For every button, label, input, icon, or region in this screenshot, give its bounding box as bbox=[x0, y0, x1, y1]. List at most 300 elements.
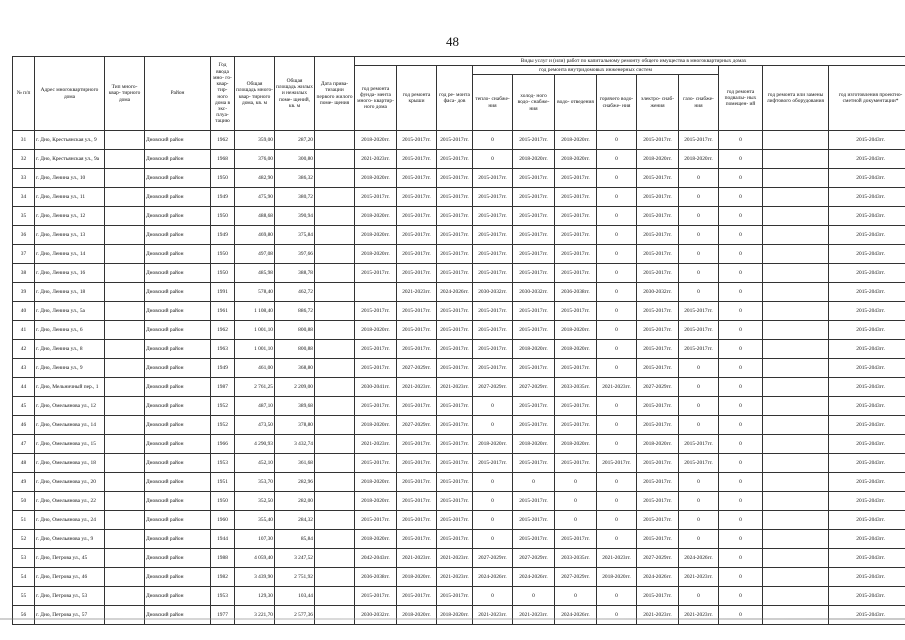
cell-elevator bbox=[763, 321, 829, 340]
cell-gas: 2015-2017гг. bbox=[679, 302, 719, 321]
cell-elevator bbox=[763, 530, 829, 549]
cell-cold-water: 2015-2017гг. bbox=[513, 416, 555, 435]
cell-district: Дновский район bbox=[145, 454, 211, 473]
cell-heat: 2015-2017гг. bbox=[473, 321, 513, 340]
cell-roof: 2015-2017гг. bbox=[397, 397, 437, 416]
cell-type bbox=[105, 530, 145, 549]
cell-gas: 0 bbox=[679, 245, 719, 264]
cell-year-built: 1949 bbox=[211, 226, 235, 245]
cell-type bbox=[105, 150, 145, 169]
col-electric: электро- снаб- жения bbox=[637, 75, 679, 131]
cell-num: 51 bbox=[13, 511, 35, 530]
cell-facade: 2015-2017гг. bbox=[437, 435, 473, 454]
cell-facade: 2015-2017гг. bbox=[437, 169, 473, 188]
cell-facade: 2015-2017гг. bbox=[437, 359, 473, 378]
cell-year-built: 1962 bbox=[211, 131, 235, 150]
cell-foundation: 2018-2020гг. bbox=[355, 321, 397, 340]
cell-electric: 2015-2017гг. bbox=[637, 207, 679, 226]
cell-electric: 2030-2032гг. bbox=[637, 283, 679, 302]
cell-elevator bbox=[763, 568, 829, 587]
cell-elevator bbox=[763, 226, 829, 245]
cell-basement: 0 bbox=[719, 207, 763, 226]
cell-facade: 2024-2026гг. bbox=[437, 283, 473, 302]
cell-privatization-date bbox=[315, 378, 355, 397]
cell-foundation: 2018-2020гг. bbox=[355, 245, 397, 264]
cell-total-area: 1 001,10 bbox=[235, 321, 275, 340]
cell-cold-water: 2015-2017гг. bbox=[513, 207, 555, 226]
table-row bbox=[13, 587, 905, 606]
cell-living-area: 2 577,36 bbox=[275, 606, 315, 625]
cell-total-area: 461,00 bbox=[235, 359, 275, 378]
cell-basement: 0 bbox=[719, 416, 763, 435]
cell-gas: 2015-2017гг. bbox=[679, 340, 719, 359]
cell-docs: 2015-2043гг. bbox=[829, 321, 905, 340]
cell-roof: 2015-2017гг. bbox=[397, 207, 437, 226]
cell-foundation: 2015-2017гг. bbox=[355, 359, 397, 378]
cell-year-built: 1963 bbox=[211, 340, 235, 359]
cell-heat: 2015-2017гг. bbox=[473, 340, 513, 359]
cell-num: 31 bbox=[13, 131, 35, 150]
table-row bbox=[13, 188, 905, 207]
cell-district: Дновский район bbox=[145, 397, 211, 416]
table-row bbox=[13, 378, 905, 397]
cell-foundation: 2018-2020гг. bbox=[355, 473, 397, 492]
cell-elevator bbox=[763, 302, 829, 321]
cell-hot-water: 0 bbox=[597, 359, 637, 378]
cell-basement: 0 bbox=[719, 549, 763, 568]
cell-privatization-date bbox=[315, 511, 355, 530]
cell-address: г. Дно, Омельянова ул., 22 bbox=[35, 492, 105, 511]
cell-gas: 0 bbox=[679, 473, 719, 492]
cell-year-built: 1977 bbox=[211, 606, 235, 625]
cell-total-area: 473,50 bbox=[235, 416, 275, 435]
cell-facade: 2015-2017гг. bbox=[437, 473, 473, 492]
cell-type bbox=[105, 511, 145, 530]
cell-address: г. Дно, Ленина ул., 9 bbox=[35, 359, 105, 378]
cell-total-area: 107,30 bbox=[235, 530, 275, 549]
cell-foundation: 2021-2023гг. bbox=[355, 150, 397, 169]
cell-elevator bbox=[763, 169, 829, 188]
cell-address: г. Дно, Омельянова ул., 12 bbox=[35, 397, 105, 416]
cell-living-area: 368,80 bbox=[275, 359, 315, 378]
cell-cold-water: 2018-2020гг. bbox=[513, 150, 555, 169]
cell-cold-water: 2015-2017гг. bbox=[513, 169, 555, 188]
cell-year-built: 1950 bbox=[211, 169, 235, 188]
cell-total-area: 1 108,40 bbox=[235, 302, 275, 321]
cell-living-area: 397,66 bbox=[275, 245, 315, 264]
cell-sewer: 2015-2017гг. bbox=[555, 264, 597, 283]
col-gas: газо- снабже- ния bbox=[679, 75, 719, 131]
cell-year-built: 1951 bbox=[211, 473, 235, 492]
cell-district: Дновский район bbox=[145, 150, 211, 169]
cell-cold-water: 0 bbox=[513, 473, 555, 492]
cell-docs: 2015-2043гг. bbox=[829, 340, 905, 359]
cell-docs: 2015-2043гг. bbox=[829, 150, 905, 169]
table-row bbox=[13, 568, 905, 587]
cell-facade: 2015-2017гг. bbox=[437, 131, 473, 150]
cell-sewer: 2015-2017гг. bbox=[555, 454, 597, 473]
cell-cold-water: 2015-2017гг. bbox=[513, 492, 555, 511]
cell-docs: 2015-2043гг. bbox=[829, 473, 905, 492]
cell-living-area: 300,80 bbox=[275, 150, 315, 169]
cell-elevator bbox=[763, 587, 829, 606]
cell-docs: 2015-2043гг. bbox=[829, 207, 905, 226]
cell-total-area: 469,80 bbox=[235, 226, 275, 245]
cell-year-built: 1988 bbox=[211, 549, 235, 568]
cell-district: Дновский район bbox=[145, 606, 211, 625]
cell-electric: 2015-2017гг. bbox=[637, 587, 679, 606]
cell-sewer: 2033-2035гг. bbox=[555, 549, 597, 568]
cell-docs: 2015-2043гг. bbox=[829, 131, 905, 150]
cell-type bbox=[105, 188, 145, 207]
cell-num: 45 bbox=[13, 397, 35, 416]
cell-total-area: 4 290,93 bbox=[235, 435, 275, 454]
cell-hot-water: 0 bbox=[597, 530, 637, 549]
cell-gas: 2021-2023гг. bbox=[679, 568, 719, 587]
cell-basement: 0 bbox=[719, 606, 763, 625]
table-row bbox=[13, 207, 905, 226]
cell-roof: 2015-2017гг. bbox=[397, 264, 437, 283]
cell-docs: 2015-2043гг. bbox=[829, 568, 905, 587]
cell-gas: 0 bbox=[679, 378, 719, 397]
table-row bbox=[13, 302, 905, 321]
cell-address: г. Дно, Ленина ул., 18 bbox=[35, 283, 105, 302]
cell-hot-water: 0 bbox=[597, 321, 637, 340]
cell-heat: 0 bbox=[473, 416, 513, 435]
cell-facade: 2015-2017гг. bbox=[437, 416, 473, 435]
cell-basement: 0 bbox=[719, 150, 763, 169]
cell-heat: 2024-2026гг. bbox=[473, 568, 513, 587]
cell-address: г. Дно, Ленина ул., 10 bbox=[35, 169, 105, 188]
cell-year-built: 1961 bbox=[211, 302, 235, 321]
cell-district: Дновский район bbox=[145, 264, 211, 283]
cell-electric: 2027-2029гг. bbox=[637, 549, 679, 568]
cell-living-area: 380,72 bbox=[275, 188, 315, 207]
cell-electric: 2015-2017гг. bbox=[637, 454, 679, 473]
cell-privatization-date bbox=[315, 340, 355, 359]
cell-privatization-date bbox=[315, 492, 355, 511]
cell-address: г. Дно, Ленина ул., 16 bbox=[35, 264, 105, 283]
cell-basement: 0 bbox=[719, 264, 763, 283]
cell-foundation bbox=[355, 283, 397, 302]
cell-elevator bbox=[763, 492, 829, 511]
cell-privatization-date bbox=[315, 188, 355, 207]
cell-facade: 2015-2017гг. bbox=[437, 530, 473, 549]
cell-facade: 2015-2017гг. bbox=[437, 340, 473, 359]
cell-facade: 2015-2017гг. bbox=[437, 150, 473, 169]
cell-sewer: 2015-2017гг. bbox=[555, 359, 597, 378]
cell-cold-water: 2018-2020гг. bbox=[513, 340, 555, 359]
cell-type bbox=[105, 454, 145, 473]
cell-cold-water: 2021-2023гг. bbox=[513, 606, 555, 625]
cell-num: 50 bbox=[13, 492, 35, 511]
cell-docs: 2015-2043гг. bbox=[829, 397, 905, 416]
table-row bbox=[13, 549, 905, 568]
table-row bbox=[13, 150, 905, 169]
cell-address: г. Дно, Ленина ул., 12 bbox=[35, 207, 105, 226]
cell-sewer: 2036-2038гг. bbox=[555, 283, 597, 302]
cell-privatization-date bbox=[315, 264, 355, 283]
cell-cold-water: 2030-2032гг. bbox=[513, 283, 555, 302]
cell-total-area: 485,98 bbox=[235, 264, 275, 283]
cell-heat: 2015-2017гг. bbox=[473, 169, 513, 188]
cell-hot-water: 0 bbox=[597, 264, 637, 283]
col-privatization-date: Дата прива- тизации первого жилого поме- щения bbox=[315, 57, 355, 131]
cell-foundation: 2018-2020гг. bbox=[355, 416, 397, 435]
cell-type bbox=[105, 416, 145, 435]
cell-elevator bbox=[763, 511, 829, 530]
cell-gas: 2015-2017гг. bbox=[679, 321, 719, 340]
cell-year-built: 1987 bbox=[211, 378, 235, 397]
cell-roof: 2015-2017гг. bbox=[397, 150, 437, 169]
cell-total-area: 487,10 bbox=[235, 397, 275, 416]
cell-roof: 2027-2029гг. bbox=[397, 359, 437, 378]
cell-heat: 2027-2029гг. bbox=[473, 378, 513, 397]
cell-hot-water: 0 bbox=[597, 606, 637, 625]
cell-total-area: 452,10 bbox=[235, 454, 275, 473]
cell-heat: 2015-2017гг. bbox=[473, 302, 513, 321]
cell-docs: 2015-2043гг. bbox=[829, 511, 905, 530]
cell-address: г. Дно, Петрова ул., 45 bbox=[35, 549, 105, 568]
table-row bbox=[13, 340, 905, 359]
cell-district: Дновский район bbox=[145, 359, 211, 378]
table-body bbox=[13, 131, 905, 625]
cell-electric: 2015-2017гг. bbox=[637, 511, 679, 530]
cell-elevator bbox=[763, 416, 829, 435]
cell-sewer: 2027-2029гг. bbox=[555, 568, 597, 587]
col-district: Район bbox=[145, 57, 211, 131]
cell-basement: 0 bbox=[719, 131, 763, 150]
cell-living-area: 361,68 bbox=[275, 454, 315, 473]
cell-living-area: 462,72 bbox=[275, 283, 315, 302]
cell-foundation: 2018-2020гг. bbox=[355, 207, 397, 226]
cell-roof: 2018-2020гг. bbox=[397, 568, 437, 587]
cell-foundation: 2015-2017гг. bbox=[355, 397, 397, 416]
cell-heat: 0 bbox=[473, 473, 513, 492]
cell-docs: 2015-2043гг. bbox=[829, 302, 905, 321]
cell-num: 33 bbox=[13, 169, 35, 188]
cell-address: г. Дно, Крестьянская ул., 9а bbox=[35, 150, 105, 169]
cell-basement: 0 bbox=[719, 492, 763, 511]
cell-basement: 0 bbox=[719, 454, 763, 473]
cell-year-built: 1968 bbox=[211, 150, 235, 169]
cell-sewer: 2015-2017гг. bbox=[555, 245, 597, 264]
cell-type bbox=[105, 264, 145, 283]
cell-num: 49 bbox=[13, 473, 35, 492]
cell-num: 36 bbox=[13, 226, 35, 245]
cell-foundation: 2015-2017гг. bbox=[355, 454, 397, 473]
cell-address: г. Дно, Петрова ул., 57 bbox=[35, 606, 105, 625]
cell-gas: 0 bbox=[679, 511, 719, 530]
cell-hot-water: 0 bbox=[597, 587, 637, 606]
cell-year-built: 1962 bbox=[211, 321, 235, 340]
cell-address: г. Дно, Петрова ул., 53 bbox=[35, 587, 105, 606]
cell-total-area: 3 439,90 bbox=[235, 568, 275, 587]
cell-cold-water: 2015-2017гг. bbox=[513, 188, 555, 207]
cell-num: 32 bbox=[13, 150, 35, 169]
cell-district: Дновский район bbox=[145, 511, 211, 530]
cell-cold-water: 2015-2017гг. bbox=[513, 397, 555, 416]
cell-hot-water: 0 bbox=[597, 169, 637, 188]
cell-type bbox=[105, 378, 145, 397]
cell-docs: 2015-2043гг. bbox=[829, 188, 905, 207]
cell-cold-water: 2015-2017гг. bbox=[513, 226, 555, 245]
cell-roof: 2015-2017гг. bbox=[397, 188, 437, 207]
works-group-header: Виды услуг и (или) работ по капитальному ремонту общего имущества в многоквартирных домах bbox=[355, 57, 905, 66]
cell-district: Дновский район bbox=[145, 530, 211, 549]
table-row bbox=[13, 169, 905, 188]
cell-num: 42 bbox=[13, 340, 35, 359]
table-row bbox=[13, 511, 905, 530]
cell-hot-water: 0 bbox=[597, 150, 637, 169]
cell-foundation: 2018-2020гг. bbox=[355, 530, 397, 549]
cell-facade: 2015-2017гг. bbox=[437, 397, 473, 416]
cell-num: 41 bbox=[13, 321, 35, 340]
cell-elevator bbox=[763, 549, 829, 568]
cell-year-built: 1950 bbox=[211, 207, 235, 226]
cell-address: г. Дно, Омельянова ул., 9 bbox=[35, 530, 105, 549]
cell-year-built: 1950 bbox=[211, 492, 235, 511]
cell-gas: 0 bbox=[679, 359, 719, 378]
cell-address: г. Дно, Ленина ул., 13 bbox=[35, 226, 105, 245]
cell-year-built: 1952 bbox=[211, 416, 235, 435]
cell-privatization-date bbox=[315, 416, 355, 435]
cell-gas: 0 bbox=[679, 283, 719, 302]
table-row bbox=[13, 283, 905, 302]
cell-total-area: 497,08 bbox=[235, 245, 275, 264]
cell-total-area: 1 001,10 bbox=[235, 340, 275, 359]
cell-foundation: 2015-2017гг. bbox=[355, 188, 397, 207]
cell-district: Дновский район bbox=[145, 321, 211, 340]
cell-type bbox=[105, 169, 145, 188]
cell-address: г. Дно, Омельянова ул., 15 bbox=[35, 435, 105, 454]
cell-privatization-date bbox=[315, 568, 355, 587]
cell-privatization-date bbox=[315, 321, 355, 340]
cell-sewer: 2024-2026гг. bbox=[555, 606, 597, 625]
cell-docs: 2015-2043гг. bbox=[829, 549, 905, 568]
cell-address: г. Дно, Ленина ул., 14 bbox=[35, 245, 105, 264]
cell-living-area: 390,94 bbox=[275, 207, 315, 226]
cell-basement: 0 bbox=[719, 302, 763, 321]
cell-sewer: 2015-2017гг. bbox=[555, 416, 597, 435]
table-row bbox=[13, 454, 905, 473]
cell-living-area: 3 432,74 bbox=[275, 435, 315, 454]
cell-sewer: 2015-2017гг. bbox=[555, 302, 597, 321]
cell-cold-water: 2015-2017гг. bbox=[513, 321, 555, 340]
cell-electric: 2015-2017гг. bbox=[637, 473, 679, 492]
cell-basement: 0 bbox=[719, 587, 763, 606]
cell-gas: 0 bbox=[679, 226, 719, 245]
cell-cold-water: 2027-2029гг. bbox=[513, 549, 555, 568]
cell-address: г. Дно, Ленина ул., 6 bbox=[35, 321, 105, 340]
cell-elevator bbox=[763, 245, 829, 264]
cell-address: г. Дно, Омельянова ул., 20 bbox=[35, 473, 105, 492]
table-row bbox=[13, 359, 905, 378]
cell-type bbox=[105, 606, 145, 625]
cell-electric: 2015-2017гг. bbox=[637, 302, 679, 321]
cell-hot-water: 2021-2023гг. bbox=[597, 378, 637, 397]
cell-address: г. Дно, Мельничный пер., 1 bbox=[35, 378, 105, 397]
cell-heat: 2027-2029гг. bbox=[473, 549, 513, 568]
table-row bbox=[13, 397, 905, 416]
cell-gas: 2018-2020гг. bbox=[679, 150, 719, 169]
cell-privatization-date bbox=[315, 226, 355, 245]
cell-type bbox=[105, 568, 145, 587]
cell-sewer: 2015-2017гг. bbox=[555, 188, 597, 207]
cell-address: г. Дно, Ленина ул., 11 bbox=[35, 188, 105, 207]
cell-heat: 2030-2032гг. bbox=[473, 283, 513, 302]
cell-basement: 0 bbox=[719, 435, 763, 454]
cell-total-area: 2 761,25 bbox=[235, 378, 275, 397]
cell-privatization-date bbox=[315, 606, 355, 625]
systems-group-header: год ремонта внутридомовых инженерных систем bbox=[473, 66, 719, 75]
cell-year-built: 1950 bbox=[211, 264, 235, 283]
cell-basement: 0 bbox=[719, 397, 763, 416]
cell-num: 53 bbox=[13, 549, 35, 568]
cell-electric: 2015-2017гг. bbox=[637, 131, 679, 150]
cell-cold-water: 0 bbox=[513, 587, 555, 606]
col-year-built: Год ввода мно- го- квар- тир- ного дома в экс- плуа- тацию bbox=[211, 57, 235, 131]
cell-living-area: 388,78 bbox=[275, 264, 315, 283]
cell-foundation: 2015-2017гг. bbox=[355, 511, 397, 530]
cell-electric: 2015-2017гг. bbox=[637, 321, 679, 340]
cell-cold-water: 2015-2017гг. bbox=[513, 131, 555, 150]
col-living-area: Общая площадь жилых и нежилых поме- щений, кв. м bbox=[275, 57, 315, 131]
cell-electric: 2015-2017гг. bbox=[637, 188, 679, 207]
cell-elevator bbox=[763, 454, 829, 473]
cell-electric: 2024-2026гг. bbox=[637, 568, 679, 587]
cell-cold-water: 2015-2017гг. bbox=[513, 530, 555, 549]
cell-total-area: 482,90 bbox=[235, 169, 275, 188]
cell-heat: 2015-2017гг. bbox=[473, 188, 513, 207]
col-type: Тип много- квар- тирного дома bbox=[105, 57, 145, 131]
cell-district: Дновский район bbox=[145, 492, 211, 511]
cell-elevator bbox=[763, 435, 829, 454]
cell-num: 35 bbox=[13, 207, 35, 226]
cell-address: г. Дно, Омельянова ул., 18 bbox=[35, 454, 105, 473]
cell-sewer: 2018-2020гг. bbox=[555, 321, 597, 340]
cell-docs: 2015-2043гг. bbox=[829, 454, 905, 473]
cell-living-area: 284,32 bbox=[275, 511, 315, 530]
cell-electric: 2018-2020гг. bbox=[637, 435, 679, 454]
cell-living-area: 378,80 bbox=[275, 416, 315, 435]
cell-type bbox=[105, 359, 145, 378]
cell-year-built: 1950 bbox=[211, 245, 235, 264]
cell-total-area: 488,68 bbox=[235, 207, 275, 226]
cell-type bbox=[105, 397, 145, 416]
cell-living-area: 800,88 bbox=[275, 340, 315, 359]
cell-elevator bbox=[763, 473, 829, 492]
cell-elevator bbox=[763, 283, 829, 302]
cell-heat: 2015-2017гг. bbox=[473, 207, 513, 226]
cell-hot-water: 0 bbox=[597, 340, 637, 359]
cell-type bbox=[105, 321, 145, 340]
cell-roof: 2015-2017гг. bbox=[397, 340, 437, 359]
cell-hot-water: 0 bbox=[597, 416, 637, 435]
cell-num: 48 bbox=[13, 454, 35, 473]
cell-cold-water: 2027-2029гг. bbox=[513, 378, 555, 397]
cell-total-area: 3 221,70 bbox=[235, 606, 275, 625]
cell-basement: 0 bbox=[719, 245, 763, 264]
cell-facade: 2015-2017гг. bbox=[437, 321, 473, 340]
cell-sewer: 2015-2017гг. bbox=[555, 226, 597, 245]
cell-gas: 2021-2023гг. bbox=[679, 606, 719, 625]
cell-facade: 2021-2023гг. bbox=[437, 378, 473, 397]
col-elevator: год ремонта или замены лифтового оборудования bbox=[763, 66, 829, 131]
cell-year-built: 1991 bbox=[211, 283, 235, 302]
scan-edge bbox=[0, 618, 905, 620]
cell-basement: 0 bbox=[719, 283, 763, 302]
